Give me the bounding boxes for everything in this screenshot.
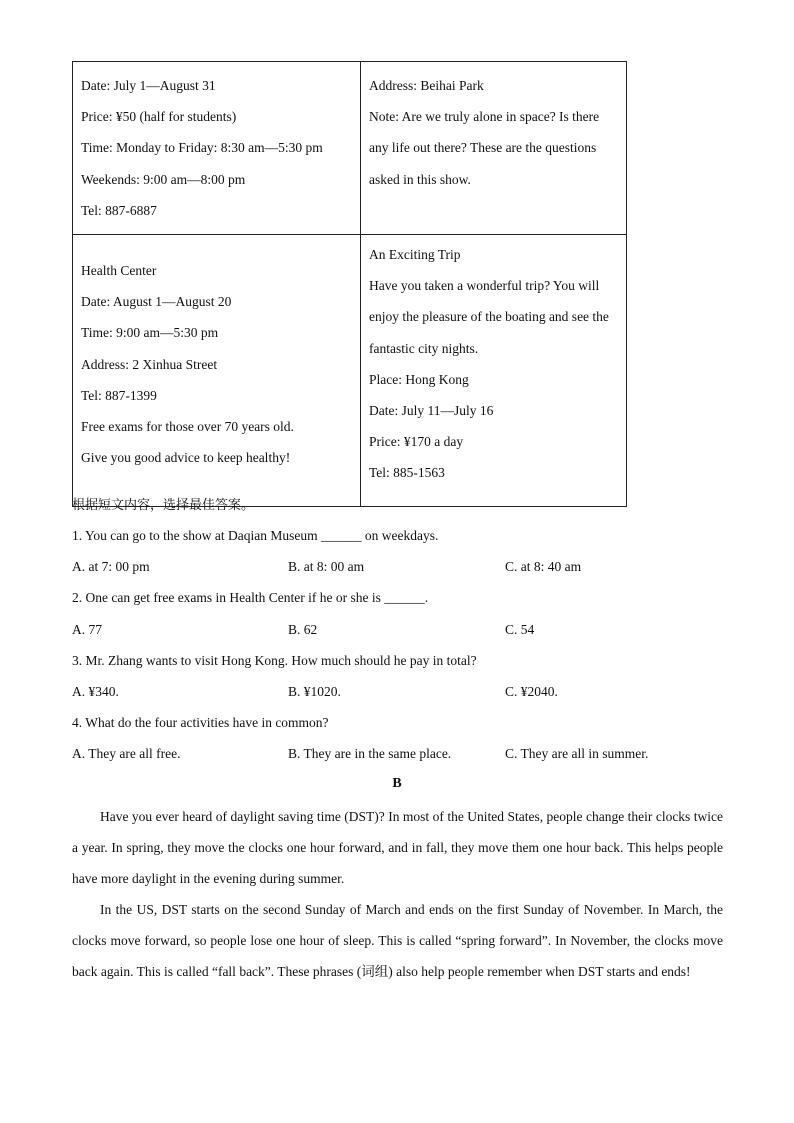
q2-option-c[interactable]: C. 54 <box>505 622 535 637</box>
q3-option-a[interactable]: A. ¥340. <box>72 684 119 699</box>
q1-option-a[interactable]: A. at 7: 00 pm <box>72 559 150 574</box>
cell-line: Tel: 885-1563 <box>369 465 445 481</box>
cell-line: Tel: 887-6887 <box>81 202 157 218</box>
section-heading: B <box>392 776 402 791</box>
cell-line: Price: ¥170 a day <box>369 434 464 450</box>
cell-line: Health Center <box>81 263 157 279</box>
cell-line: Place: Hong Kong <box>369 371 469 387</box>
cell-line: Date: August 1—August 20 <box>81 294 232 310</box>
cell-line: any life out there? These are the questions <box>369 140 597 156</box>
q1-option-c[interactable]: C. at 8: 40 am <box>505 559 582 574</box>
q4-option-c[interactable]: C. They are all in summer. <box>505 746 649 761</box>
instruction-text: 根据短文内容，选择最佳答案。 <box>72 498 255 513</box>
cell-line: Time: 9:00 am—5:30 pm <box>81 325 219 341</box>
q3-option-c[interactable]: C. ¥2040. <box>505 684 558 699</box>
table-row <box>73 235 627 507</box>
info-table <box>72 61 627 507</box>
cell-line: Date: July 1—August 31 <box>81 78 216 93</box>
cell-line: Address: Beihai Park <box>369 78 484 93</box>
passage-paragraph: Have you ever heard of daylight saving time (DST)? In most of the United States, people change their clocks twice a year. In spring, they move the clocks one hour forward, and in fall, they move them one hour back. This helps people have more daylight in the evening during summer. <box>72 809 723 887</box>
space-show-cell <box>361 62 627 235</box>
q4-option-b[interactable]: B. They are in the same place. <box>288 746 452 761</box>
cell-line: An Exciting Trip <box>369 247 461 263</box>
trip-cell <box>361 235 627 507</box>
cell-line: Address: 2 Xinhua Street <box>81 356 218 372</box>
cell-line: Time: Monday to Friday: 8:30 am—5:30 pm <box>81 140 323 156</box>
q4-option-a[interactable]: A. They are all free. <box>72 746 181 761</box>
cell-line: Have you taken a wonderful trip? You will <box>369 278 600 294</box>
question-1: 1. You can go to the show at Daqian Museum ______ on weekdays. <box>72 528 439 543</box>
q2-option-a[interactable]: A. 77 <box>72 622 102 637</box>
cell-line: Tel: 887-1399 <box>81 387 157 403</box>
cell-line: fantastic city nights. <box>369 340 479 356</box>
cell-line: Give you good advice to keep healthy! <box>81 450 291 466</box>
cell-line: Price: ¥50 (half for students) <box>81 109 237 125</box>
q3-option-b[interactable]: B. ¥1020. <box>288 684 341 699</box>
health-center-cell <box>73 235 361 507</box>
question-2: 2. One can get free exams in Health Center if he or she is ______. <box>72 590 429 605</box>
passage-paragraph: In the US, DST starts on the second Sunday of March and ends on the first Sunday of November. In March, the clocks move forward, so people lose one hour of sleep. This is called “spring forward”. In November, the clocks move back again. This is called “fall back”. These phrases (词组) also help people remember when DST starts and ends! <box>72 902 723 980</box>
cell-line: enjoy the pleasure of the boating and see the <box>369 309 609 325</box>
museum-show-cell <box>73 62 361 235</box>
table-row <box>73 62 627 235</box>
q2-option-b[interactable]: B. 62 <box>288 622 318 637</box>
q1-option-b[interactable]: B. at 8: 00 am <box>288 559 365 574</box>
question-4: 4. What do the four activities have in common? <box>72 715 329 730</box>
question-3: 3. Mr. Zhang wants to visit Hong Kong. How much should he pay in total? <box>72 653 477 668</box>
cell-line: Free exams for those over 70 years old. <box>81 419 294 435</box>
cell-line: Date: July 11—July 16 <box>369 403 494 419</box>
cell-line: Weekends: 9:00 am—8:00 pm <box>81 171 246 187</box>
cell-line: asked in this show. <box>369 171 471 187</box>
cell-line: Note: Are we truly alone in space? Is there <box>369 109 600 125</box>
